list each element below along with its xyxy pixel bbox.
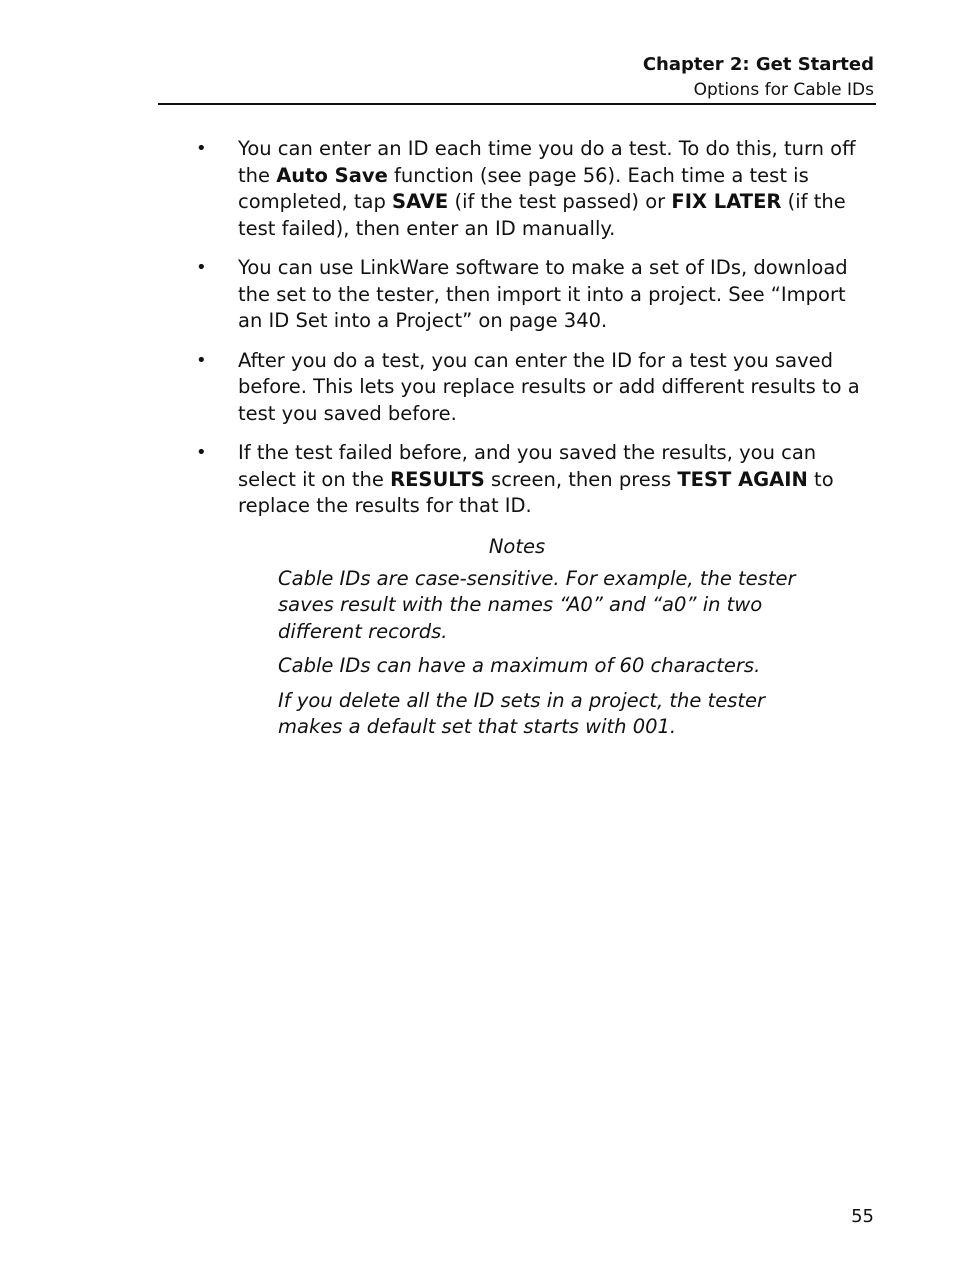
list-item-text: (if the test passed) or bbox=[448, 190, 672, 213]
list-item-text: If the test failed before, and you saved the results, you can select it on the bbox=[238, 441, 817, 491]
bullet-list bbox=[196, 136, 876, 533]
ui-term: RESULTS bbox=[390, 467, 485, 491]
section-title: Options for Cable IDs bbox=[693, 80, 874, 100]
header-rule bbox=[158, 103, 876, 105]
list-item bbox=[196, 348, 876, 428]
bullet-marker: • bbox=[196, 349, 207, 371]
list-item-text: (if the test failed), then enter an ID manually. bbox=[238, 190, 846, 240]
list-item bbox=[196, 255, 876, 335]
list-item-text: function (see page 56). Each time a test is completed, tap bbox=[238, 163, 809, 213]
bullet-marker: • bbox=[196, 138, 207, 159]
note-paragraph: Cable IDs can have a maximum of 60 characters. bbox=[278, 654, 761, 677]
note-paragraph: Cable IDs are case-sensitive. For example, the tester saves result with the names “A0” and “a0” in two different records. bbox=[278, 566, 796, 643]
notes-block bbox=[278, 534, 818, 749]
bullet-marker: • bbox=[196, 442, 207, 463]
page-number: 55 bbox=[851, 1206, 874, 1227]
list-item-text: You can enter an ID each time you do a test. To do this, turn off the bbox=[238, 137, 856, 187]
ui-term: SAVE bbox=[392, 190, 449, 213]
list-item-text: You can use LinkWare software to make a set of IDs, download the set to the tester, then import it into a project. See “Import an ID Set into a Project” on page 340. bbox=[238, 256, 848, 332]
list-item-text: screen, then press bbox=[484, 467, 678, 491]
chapter-title: Chapter 2: Get Started bbox=[642, 54, 874, 75]
running-header bbox=[643, 53, 874, 103]
ui-term: TEST AGAIN bbox=[677, 467, 808, 491]
note-paragraph: If you delete all the ID sets in a project, the tester makes a default set that starts with 001. bbox=[278, 688, 766, 738]
list-item bbox=[196, 136, 876, 242]
notes-heading: Notes bbox=[488, 535, 546, 558]
list-item-text: After you do a test, you can enter the ID for a test you saved before. This lets you replace results or add different results to a test you saved before. bbox=[238, 348, 860, 425]
ui-term: Auto Save bbox=[276, 163, 388, 187]
bullet-marker: • bbox=[196, 257, 207, 278]
list-item bbox=[196, 440, 876, 520]
ui-term: FIX LATER bbox=[671, 190, 782, 213]
list-item-text: to replace the results for that ID. bbox=[238, 467, 834, 517]
